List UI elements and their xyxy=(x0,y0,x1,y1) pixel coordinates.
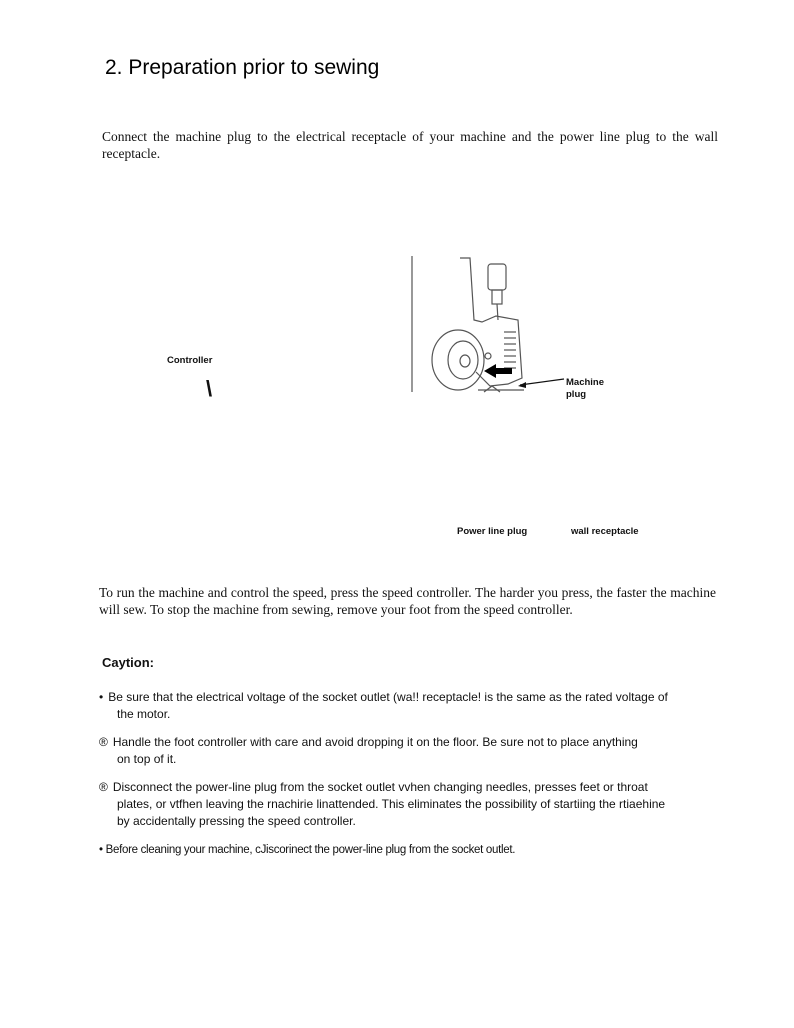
caution-item-text: Handle the foot controller with care and avoid dropping it on the floor. Be sure not to place anything xyxy=(112,735,638,749)
machine-plug-label-line1: Machine xyxy=(566,377,605,388)
caution-item-text-cont: on top of it. xyxy=(117,752,177,766)
caution-heading: Caytion: xyxy=(102,655,154,670)
machine-illustration xyxy=(400,250,530,400)
speed-control-paragraph: To run the machine and control the speed, press the speed controller. The harder you press, the faster the machine will sew. To stop the machine from sewing, remove your foot from the speed controller. xyxy=(99,585,716,617)
machine-plug-leader xyxy=(518,375,568,391)
caution-item-disconnect xyxy=(99,779,711,830)
caution-item-text: Disconnect the power-line plug from the socket outlet vvhen changing needles, presses feet or throat xyxy=(112,780,648,794)
caution-item-text-cont: by accidentally pressing the speed controller. xyxy=(117,814,356,828)
caution-item-text-cont: the motor. xyxy=(117,707,171,721)
intro-paragraph: Connect the machine plug to the electrical receptacle of your machine and the power line plug to the wall receptacle. xyxy=(102,129,718,161)
caution-item-voltage xyxy=(99,689,711,723)
bullet-marker: ® xyxy=(99,735,108,749)
power-line-plug-label: Power line plug xyxy=(457,526,528,537)
page-title: 2. Preparation prior to sewing xyxy=(105,56,380,79)
wall-receptacle-label: wall receptacle xyxy=(571,526,639,537)
caution-item-text-cont: plates, or vtfhen leaving the rnachirie linattended. This eliminates the possibility of startiing the rtiaehine xyxy=(117,797,666,811)
controller-pointer-mark: \ xyxy=(206,376,213,401)
plug-arrow xyxy=(484,364,512,378)
caution-item-text: Be sure that the electrical voltage of the socket outlet (wa!! receptacle! is the same as the rated voltage of xyxy=(108,690,668,704)
machine-plug-label xyxy=(566,377,604,401)
bullet-marker: • xyxy=(99,690,104,704)
thread-spool xyxy=(488,264,506,290)
caution-item-handle xyxy=(99,734,711,768)
bullet-marker: ® xyxy=(99,780,108,794)
controller-label: Controller xyxy=(167,355,213,366)
spool-post xyxy=(492,290,502,304)
machine-plug-label-line2: plug xyxy=(566,389,587,400)
handwheel xyxy=(432,330,484,390)
caution-item-cleaning: • Before cleaning your machine, cJiscorinect the power-line plug from the socket outlet. xyxy=(99,844,516,856)
machine-body-outline xyxy=(460,258,522,386)
